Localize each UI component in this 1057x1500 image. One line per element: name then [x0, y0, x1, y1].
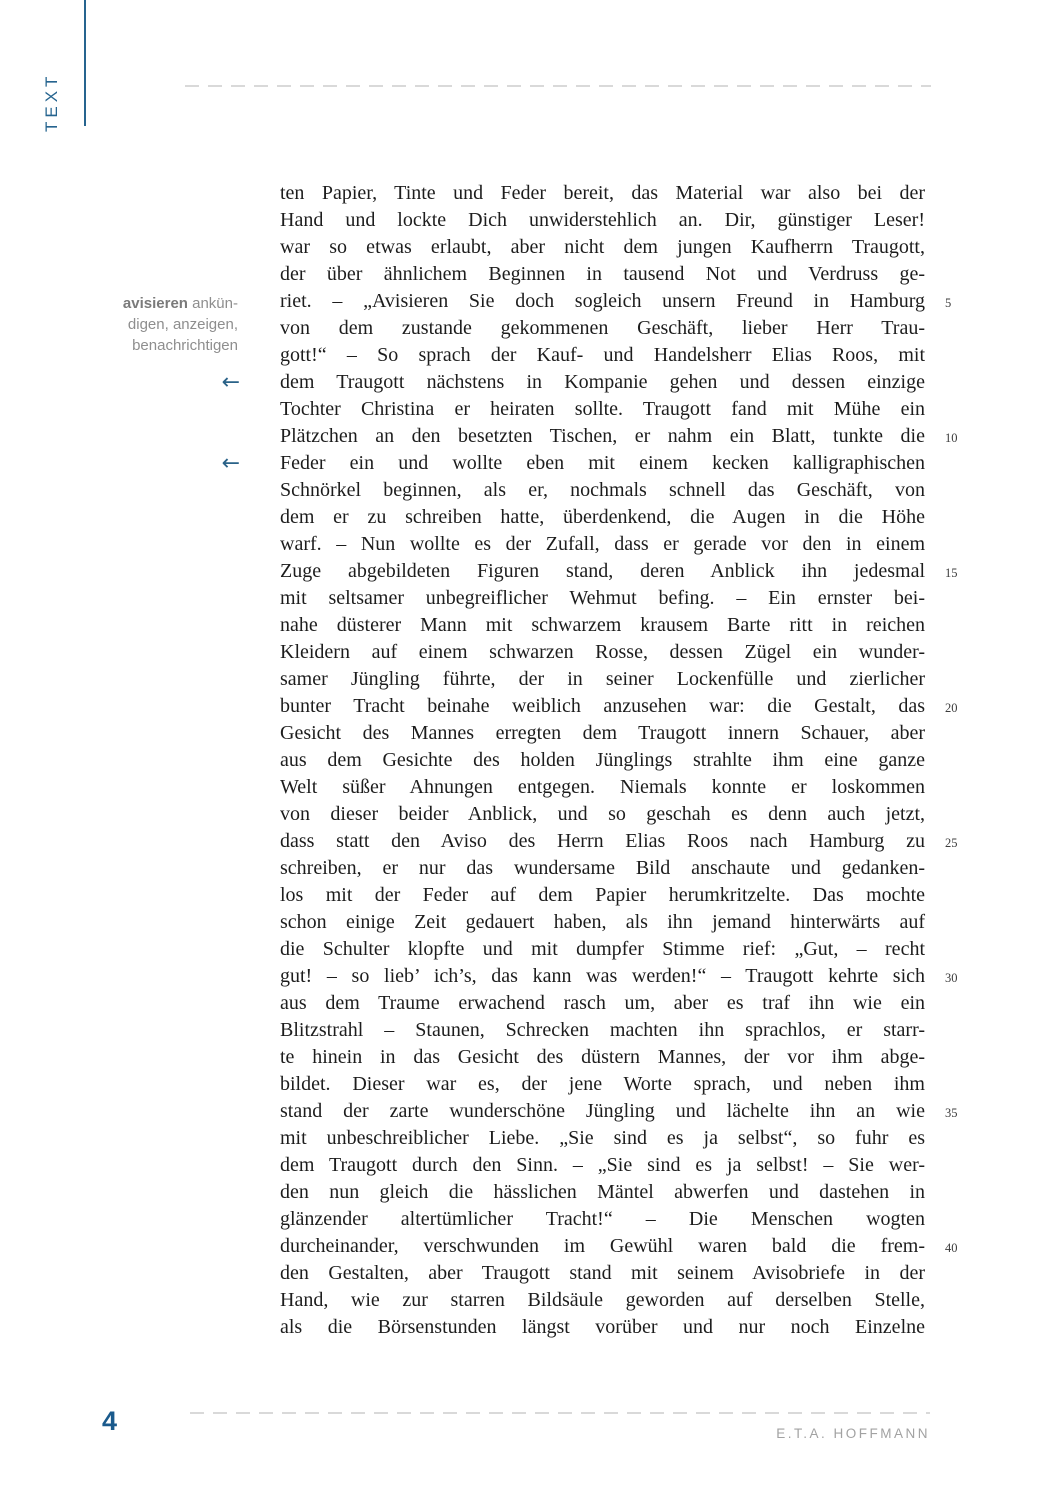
text-line: gut! – so lieb’ ich’s, das kann was werden!“ – Traugott kehrte sich: [280, 965, 925, 987]
text-line: als die Börsenstunden längst vorüber und nur noch Einzelne: [280, 1316, 925, 1338]
text-line: schon einige Zeit gedauert haben, als ihn jemand hinterwärts auf: [280, 911, 925, 933]
text-line: riet. – „Avisieren Sie doch sogleich unsern Freund in Hamburg: [280, 290, 925, 312]
text-line: dem Traugott durch den Sinn. – „Sie sind es ja selbst! – Sie wer-: [280, 1154, 925, 1176]
text-line: glänzender altertümlicher Tracht!“ – Die Menschen wogten: [280, 1208, 925, 1230]
line-number: 15: [945, 566, 958, 580]
text-line: ten Papier, Tinte und Feder bereit, das Material war also bei der: [280, 182, 925, 204]
line-number: 10: [945, 431, 958, 445]
text-line: dem er zu schreiben hatte, überdenkend, die Augen in die Höhe: [280, 506, 925, 528]
text-line: durcheinander, verschwunden im Gewühl waren bald die frem-: [280, 1235, 925, 1257]
text-line: mit unbeschreiblicher Liebe. „Sie sind es ja selbst“, so fuhr es: [280, 1127, 925, 1149]
author-footer: E.T.A. HOFFMANN: [776, 1426, 930, 1441]
text-line: Hand und lockte Dich unwiderstehlich an. Dir, günstiger Leser!: [280, 209, 925, 231]
text-line: Tochter Christina er heiraten sollte. Traugott fand mit Mühe ein: [280, 398, 925, 420]
text-line: dem Traugott nächstens in Kompanie gehen und dessen einzige: [280, 371, 925, 393]
vocab-term: avisieren: [122, 295, 188, 312]
chapter-tab-label: TEXT: [42, 72, 61, 132]
text-line: von dem zustande gekommenen Geschäft, lieber Herr Trau-: [280, 317, 925, 339]
text-line: aus dem Gesichte des holden Jünglings strahlte ihm eine ganze: [280, 749, 925, 771]
text-line: samer Jüngling führte, der in seiner Lockenfülle und zierlicher: [280, 668, 925, 690]
text-line: bildet. Dieser war es, der jene Worte sprach, und neben ihm: [280, 1073, 925, 1095]
text-line: mit seltsamer unbegreiflicher Wehmut befing. – Ein ernster bei-: [280, 587, 925, 609]
line-number: 35: [945, 1106, 958, 1120]
margin-note-line: avisieren ankün-: [122, 295, 238, 312]
text-line: Hand, wie zur starren Bildsäule geworden auf derselben Stelle,: [280, 1289, 925, 1311]
text-line: Zuge abgebildeten Figuren stand, deren Anblick ihn jedesmal: [280, 560, 925, 582]
text-line: nahe düsterer Mann mit schwarzem krausem Barte ritt in reichen: [280, 614, 925, 636]
page-number: 4: [102, 1406, 118, 1436]
text-line: Schnörkel beginnen, als er, nochmals schnell das Geschäft, von: [280, 479, 925, 501]
text-line: von dieser beider Anblick, und so geschah es denn auch jetzt,: [280, 803, 925, 825]
text-line: Blitzstrahl – Staunen, Schrecken machten ihn sprachlos, er starr-: [280, 1019, 925, 1041]
line-number: 30: [945, 971, 958, 985]
text-line: schreiben, er nur das wundersame Bild anschaute und gedanken-: [280, 857, 925, 879]
top-dashed-rule: [185, 85, 931, 87]
line-number: 20: [945, 701, 958, 715]
margin-arrow-left-icon: ←: [221, 451, 240, 476]
text-line: bunter Tracht beinahe weiblich anzusehen war: die Gestalt, das: [280, 695, 925, 717]
text-line: den nun gleich die hässlichen Mäntel abwerfen und dastehen in: [280, 1181, 925, 1203]
text-line: aus dem Traume erwachend rasch um, aber es traf ihn wie ein: [280, 992, 925, 1014]
text-line: gott!“ – So sprach der Kauf- und Handelsherr Elias Roos, mit: [280, 344, 925, 366]
text-line: Gesicht des Mannes erregten dem Traugott innern Schauer, aber: [280, 722, 925, 744]
text-line: den Gestalten, aber Traugott stand mit seinem Avisobriefe in der: [280, 1262, 925, 1284]
text-line: die Schulter klopfte und mit dumpfer Stimme rief: „Gut, – recht: [280, 938, 925, 960]
text-line: stand der zarte wunderschöne Jüngling und lächelte ihn an wie: [280, 1100, 925, 1122]
margin-note-line: digen, anzeigen,: [127, 316, 238, 333]
line-number: 5: [945, 296, 952, 310]
text-line: Plätzchen an den besetzten Tischen, er nahm ein Blatt, tunkte die: [280, 425, 925, 447]
text-line: Welt süßer Ahnungen entgegen. Niemals konnte er loskommen: [280, 776, 925, 798]
margin-arrow-left-icon: ←: [221, 370, 240, 395]
text-line: war so etwas erlaubt, aber nicht dem jungen Kaufherrn Traugott,: [280, 236, 925, 258]
text-line: Kleidern auf einem schwarzen Rosse, dessen Zügel ein wunder-: [280, 641, 925, 663]
text-line: Feder ein und wollte eben mit einem kecken kalligraphischen: [280, 452, 925, 474]
chapter-tab-rule: [84, 0, 86, 126]
text-line: te hinein in das Gesicht des düstern Mannes, der vor ihm abge-: [280, 1046, 925, 1068]
line-number: 40: [945, 1241, 958, 1255]
text-line: warf. – Nun wollte es der Zufall, dass er gerade vor den in einem: [280, 533, 925, 555]
margin-note-line: benachrichtigen: [132, 337, 238, 354]
margin-vocab-note: [58, 293, 238, 356]
body-text: [280, 180, 925, 1341]
text-line: los mit der Feder auf dem Papier herumkritzelte. Das mochte: [280, 884, 925, 906]
text-line: dass statt den Aviso des Herrn Elias Roos nach Hamburg zu: [280, 830, 925, 852]
line-number: 25: [945, 836, 958, 850]
text-line: der über ähnlichem Beginnen in tausend Not und Verdruss ge-: [280, 263, 925, 285]
bottom-dashed-rule: [190, 1412, 930, 1414]
